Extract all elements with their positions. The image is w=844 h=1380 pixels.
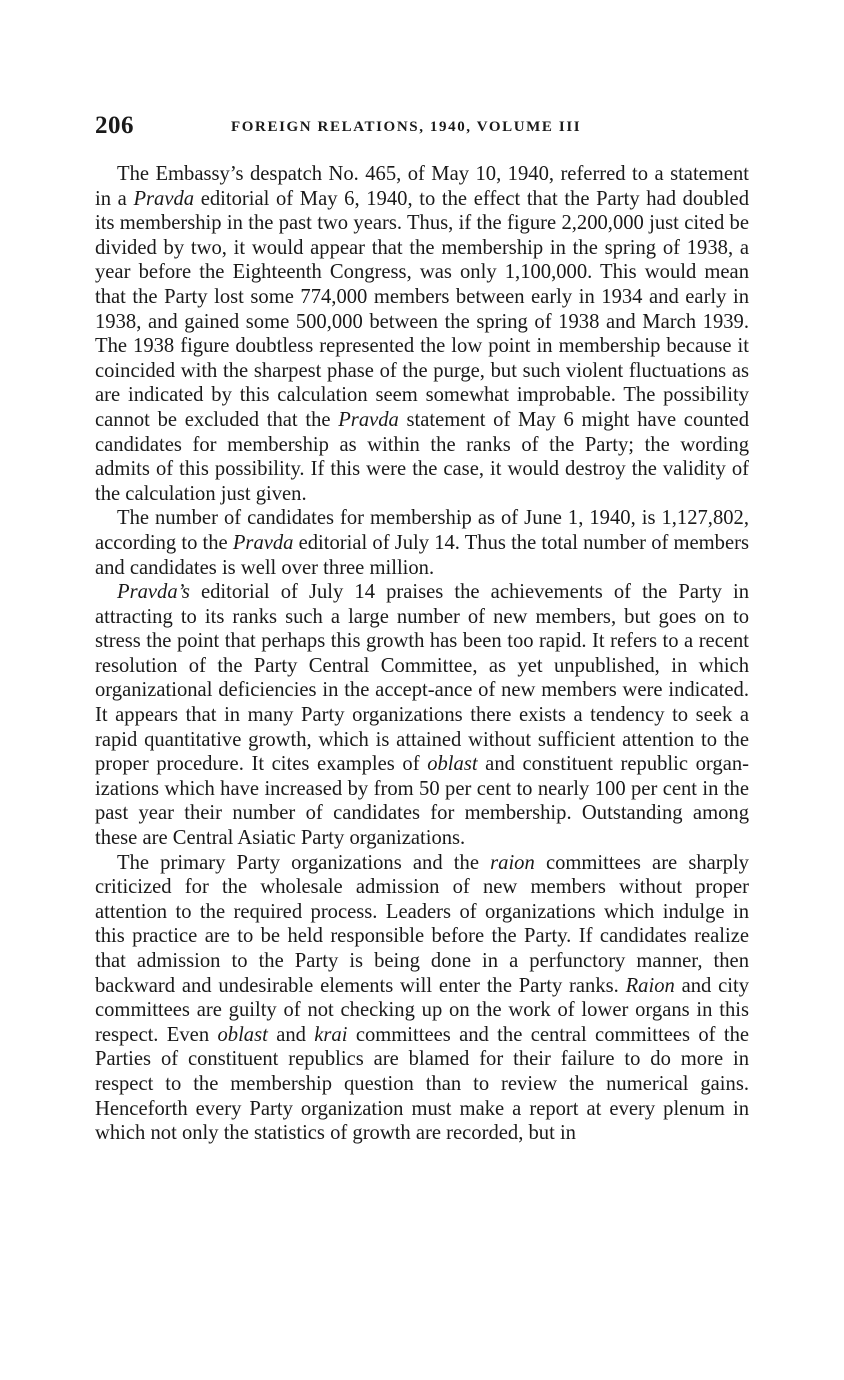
italic-text: Pravda’s [117, 581, 190, 604]
text-run: The number of candidates for membership as of June 1, 1940, is 1,127,802, according to the [95, 507, 749, 554]
italic-text: Pravda [232, 531, 294, 554]
italic-text: Pravda [133, 187, 195, 210]
page-number: 206 [95, 112, 134, 139]
document-page [95, 112, 749, 1146]
italic-text: raion [490, 851, 535, 874]
body-text [95, 162, 749, 1146]
text-run: editorial of May 6, 1940, to the effect that the Party had doubled its membership in the past two years. Thus, if the figure 2,200,000 just cited be divided by two, it would appear that the membership in the spring of 1938, a year before the Eighteenth Congress, was only 1,100,000. This would mean that the Party lost some 774,000 members between early in 1934 and early in 1938, and gained some 500,000 between the spring of 1938 and March 1939. The 1938 figure doubtless represented the low point in membership because it coincided with the sharpest phase of the purge, but such violent fluctuations as are indicated by this calculation seem somewhat improbable. The possibility cannot be excluded that the [95, 187, 749, 431]
paragraph-3 [95, 580, 749, 851]
text-run: editorial of July 14 praises the achievements of the Party in attracting to its ranks such a large number of new members, but goes on to stress the point that perhaps this growth has been too rapid. It refers to a recent resolution of the Party Central Committee, as yet unpublished, in which organizational deficiencies in the accept-ance of new members were indicated. It appears that in many Party organizations there exists a tendency to seek a rapid quantitative growth, which is attained without sufficient attention to the proper procedure. It cites examples of [95, 581, 749, 776]
text-run: editorial of July 14. Thus the total number of members and candidates is well over three million. [95, 531, 749, 579]
italic-text: Raion [625, 974, 675, 997]
text-run: statement of May 6 might have counted candidates for membership as within the ranks of the Party; the wording admits of this possibility. If this were the case, it would destroy the validity of the calculation just given. [95, 408, 749, 505]
running-head: FOREIGN RELATIONS, 1940, VOLUME III [231, 119, 582, 135]
italic-text: Pravda [338, 408, 399, 431]
text-run: and city committees are guilty of not checking up on the work of lower organs in this respect. Even [95, 974, 749, 1046]
paragraph-2 [95, 506, 749, 580]
text-run: and [267, 1023, 315, 1046]
text-run: committees and the central committees of the Parties of constituent republics are blamed for their failure to do more in respect to the membership question than to review the numerical gains. Henceforth every Party organization must make a report at every plenum in which not only the statistics of growth are recorded, but in [95, 1023, 750, 1145]
italic-text: oblast [217, 1023, 268, 1046]
italic-text: krai [314, 1023, 348, 1046]
text-run: and constituent republic organizations which have increased by from 50 per cent to nearly 100 per cent in the past year their number of candidates for membership. Outstanding among these are Central Asiatic Party organizations. [95, 753, 750, 850]
paragraph-1 [95, 162, 749, 506]
paragraph-4 [95, 851, 749, 1146]
text-run: committees are sharply criticized for the wholesale admission of new members without proper attention to the required process. Leaders of organizations which indulge in this practice are to be held responsible before the Party. If candidates realize that admission to the Party is being done in a perfunctory manner, then backward and undesirable elements will enter the Party ranks. [95, 851, 749, 997]
text-run: The primary Party organizations and the [117, 851, 491, 874]
page-header [95, 112, 749, 146]
text-run: The Embassy’s despatch No. 465, of May 10, 1940, referred to a statement in a [95, 163, 749, 210]
italic-text: oblast [427, 753, 478, 776]
